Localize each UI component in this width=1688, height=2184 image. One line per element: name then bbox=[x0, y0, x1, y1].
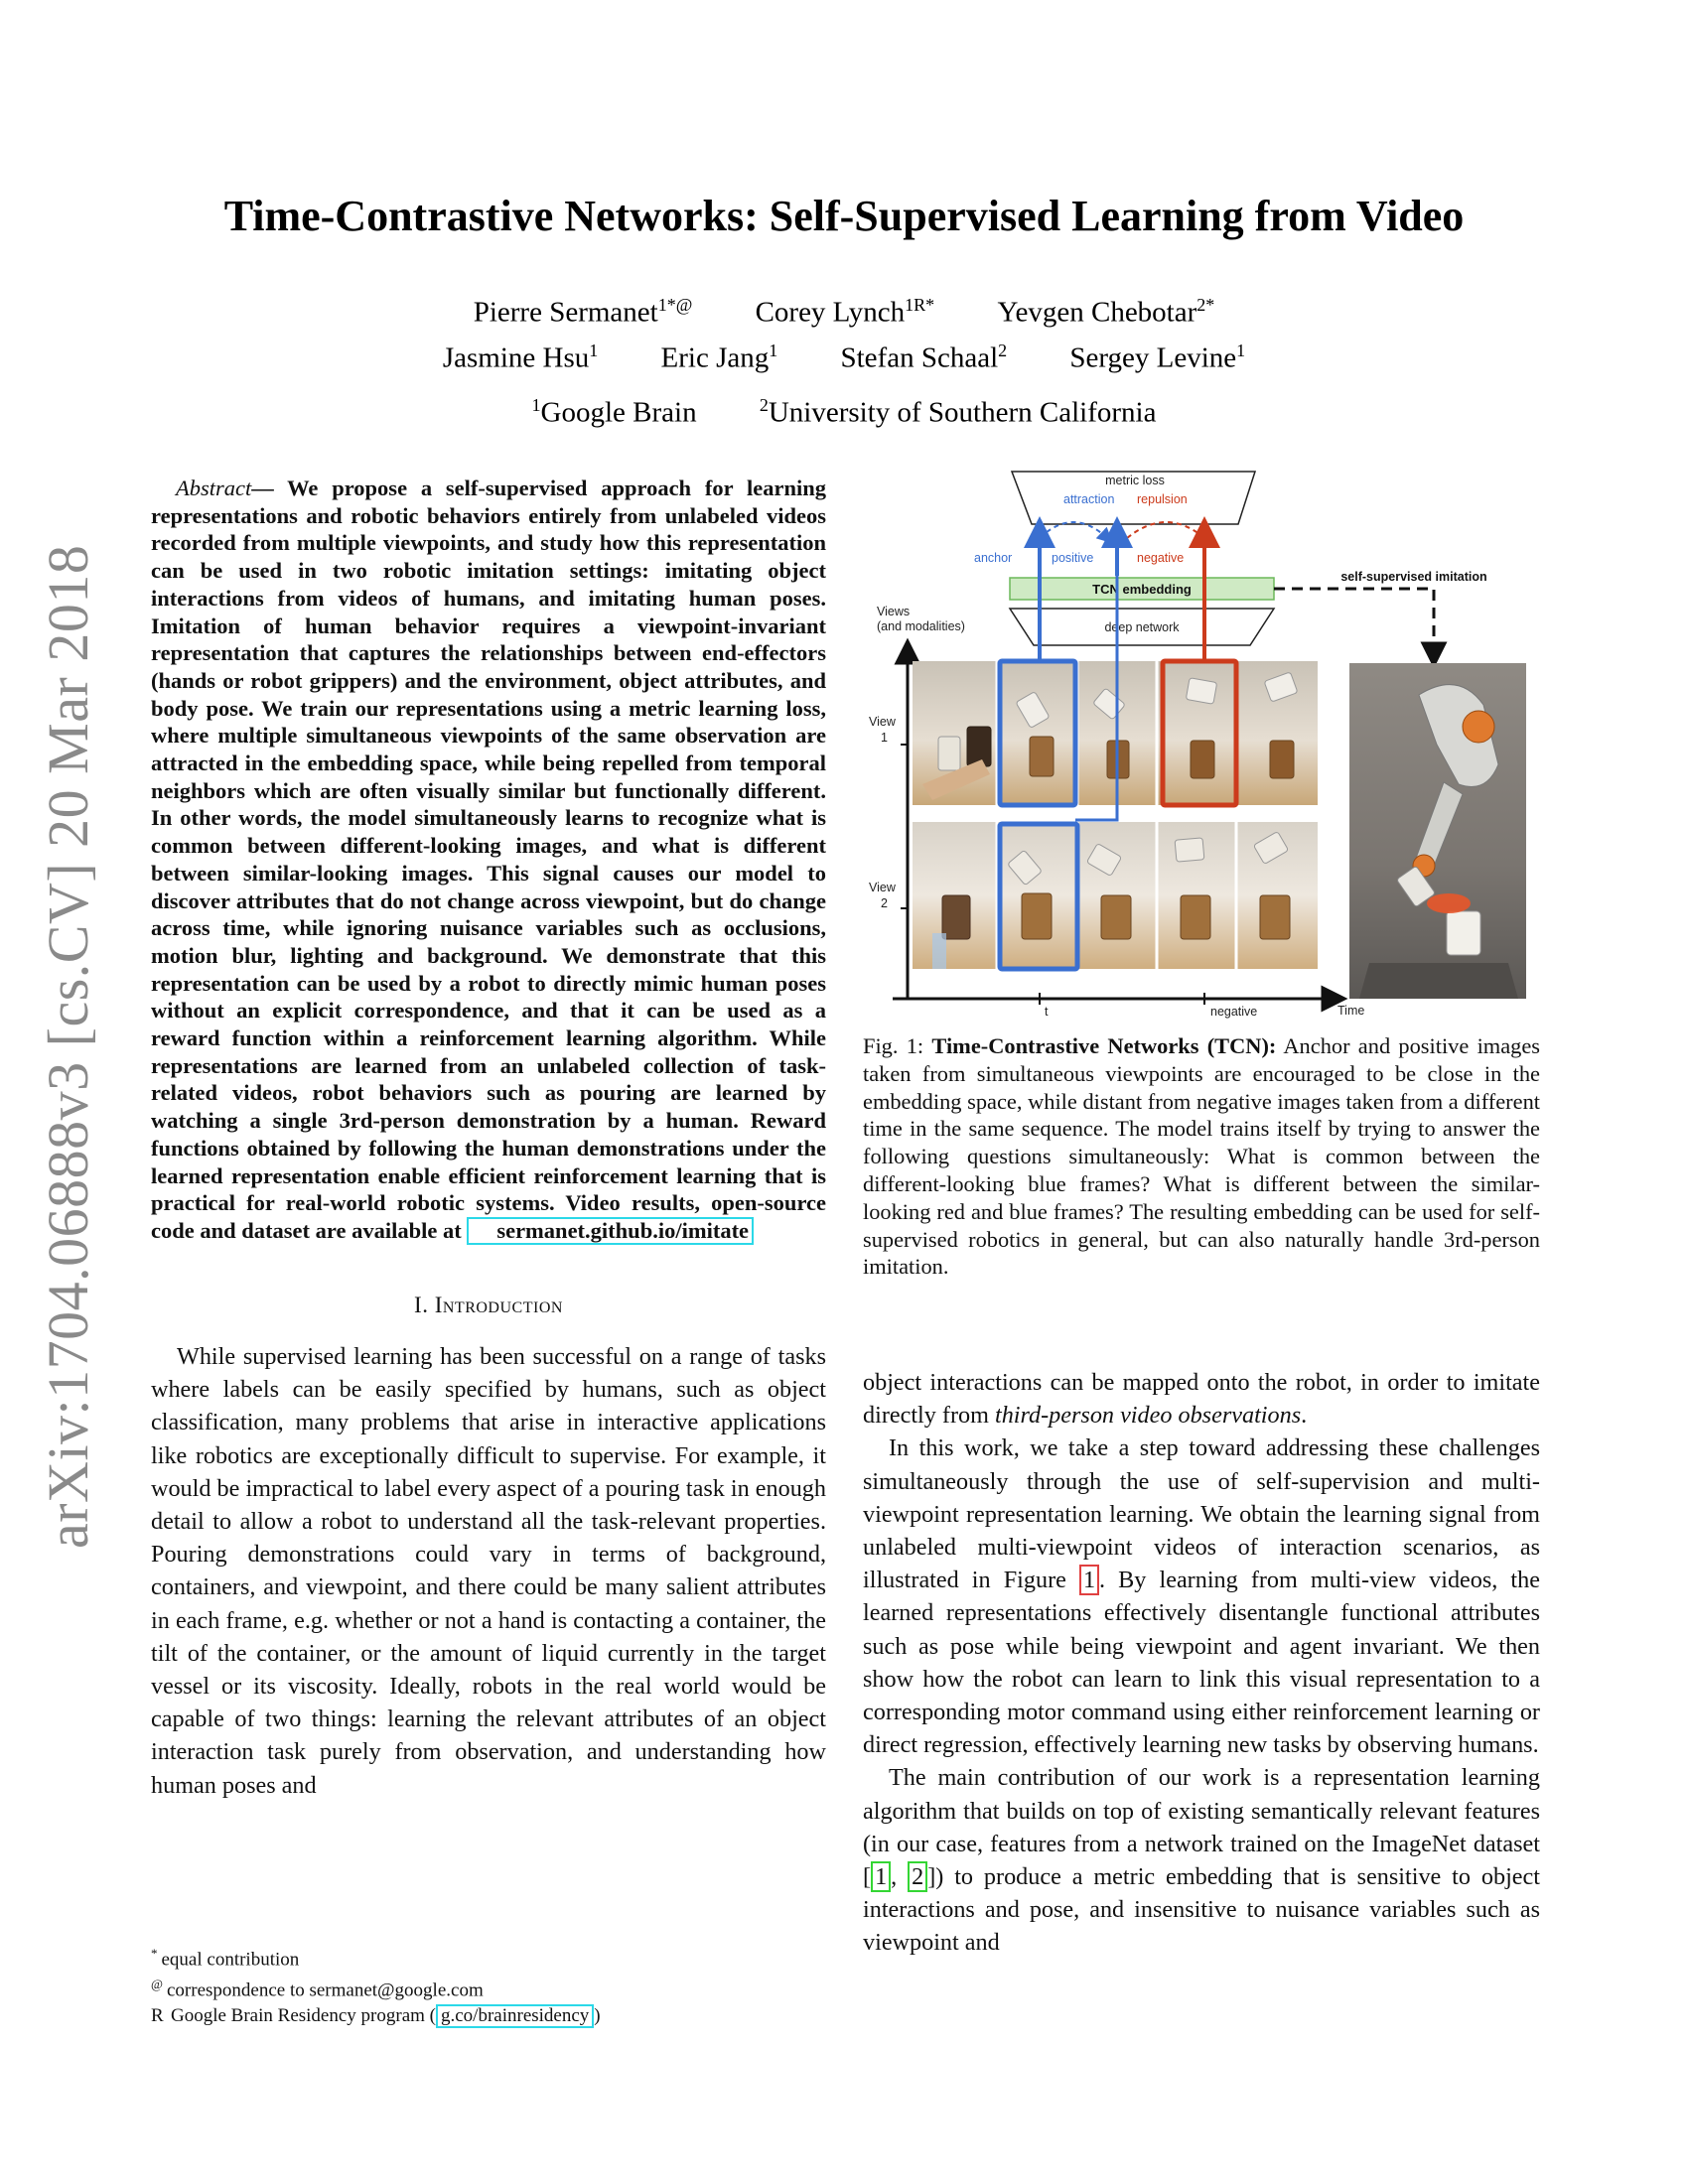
caption-prefix: Fig. 1: bbox=[863, 1033, 932, 1058]
deep-network-label: deep network bbox=[1104, 620, 1180, 634]
footnote-mark: @ bbox=[151, 1977, 163, 1992]
author bbox=[840, 332, 1007, 377]
cup-icon bbox=[1181, 895, 1210, 939]
author-affil-mark: 2* bbox=[1196, 295, 1215, 315]
view2-number: 2 bbox=[881, 896, 888, 910]
footnote-text: equal contribution bbox=[161, 1949, 300, 1971]
abstract-label: Abstract bbox=[176, 476, 252, 500]
figure-ref-link[interactable]: 1 bbox=[1079, 1565, 1099, 1595]
footnote-text: Google Brain Residency program ( bbox=[171, 2004, 436, 2026]
paragraph-text: . By learning from multi-view videos, the learned representations effectively disentangle functional attributes such as pose while being viewpoint and agent invariant. We then show how the robot can learn to link this visual representation to a corresponding motor command using either reinforcement learning or direct regression, effectively learning new tasks by observing humans. bbox=[863, 1567, 1540, 1759]
footnote-text-end: ) bbox=[594, 2004, 601, 2026]
robot-table bbox=[1359, 963, 1518, 999]
continuation-end: . bbox=[1301, 1402, 1308, 1430]
abstract bbox=[151, 475, 826, 1245]
affiliation bbox=[532, 386, 697, 432]
cup-icon bbox=[967, 727, 991, 766]
abstract-dash: — bbox=[251, 476, 288, 500]
footnotes bbox=[151, 1941, 846, 2028]
paragraph-text: In this work, we take a step toward addressing these challenges simultaneously through the use of self-supervision and multi-viewpoint representation learning. We obtain the learning signal from unlabeled multi-viewpoint videos of interaction scenarios, as illustrated in Figure bbox=[863, 1434, 1540, 1594]
author-affil-mark: 1 bbox=[1236, 340, 1246, 360]
intro-paragraph-2 bbox=[863, 1432, 1540, 1761]
cup-icon bbox=[1191, 741, 1214, 778]
figure-1 bbox=[863, 467, 1548, 1023]
author bbox=[1069, 332, 1245, 377]
author-row-1 bbox=[0, 286, 1688, 332]
repulsion-label: repulsion bbox=[1137, 492, 1188, 506]
robot-image bbox=[1349, 663, 1526, 999]
view2-label bbox=[869, 881, 897, 894]
continuation-text: object interactions can be mapped onto the robot, in order to imitate directly from bbox=[863, 1369, 1540, 1430]
project-link[interactable]: sermanet.github.io/imitate bbox=[467, 1217, 754, 1245]
author bbox=[443, 332, 598, 377]
self-supervised-imitation-label: self-supervised imitation bbox=[1340, 570, 1487, 584]
author-row-2 bbox=[0, 332, 1688, 377]
section-heading bbox=[151, 1293, 826, 1318]
footnote-mark: * bbox=[151, 1946, 158, 1961]
anchor-label: anchor bbox=[974, 551, 1013, 565]
attraction-label: attraction bbox=[1063, 492, 1115, 506]
bottle-shape bbox=[932, 933, 946, 969]
paper-title: Time-Contrastive Networks: Self-Supervised Learning from Video bbox=[223, 192, 1465, 240]
negative-tick-label: negative bbox=[1210, 1005, 1258, 1019]
figure-caption bbox=[863, 1032, 1540, 1281]
affil-name: University of Southern California bbox=[768, 396, 1157, 429]
cup-icon bbox=[1260, 895, 1290, 939]
views-label: Views bbox=[877, 605, 911, 618]
view1-frames bbox=[913, 661, 1318, 805]
author bbox=[474, 286, 693, 332]
footnote bbox=[151, 1972, 846, 2002]
negative-label: negative bbox=[1137, 551, 1185, 565]
view1-word: View bbox=[869, 715, 896, 729]
author bbox=[756, 286, 935, 332]
author-affil-mark: 1 bbox=[589, 340, 599, 360]
section-number: I. bbox=[414, 1292, 429, 1317]
view1-label bbox=[869, 715, 897, 729]
robot-joint bbox=[1463, 711, 1494, 743]
footnote-text: correspondence to sermanet@google.com bbox=[166, 1979, 484, 2001]
caption-title: Time-Contrastive Networks (TCN): bbox=[931, 1033, 1277, 1058]
intro-paragraph-3 bbox=[863, 1761, 1540, 1959]
footnote bbox=[151, 1941, 846, 1972]
caption-text: Anchor and positive images taken from simultaneous viewpoints are encouraged to be close in the embedding space, while distant from negative images taken from a different time in the same sequence. The model trains itself by trying to answer the following questions simultaneously: What is common between the different-looking blue frames? What is different between the similar-looking red and blue frames? The resulting embedding can be used for self-supervised robotics in general, but can also naturally handle 3rd-person imitation. bbox=[863, 1033, 1540, 1280]
author-name: Corey Lynch bbox=[755, 296, 906, 329]
cup-icon bbox=[1270, 741, 1294, 778]
metric-loss-label: metric loss bbox=[1105, 474, 1165, 487]
citation-link[interactable]: 1 bbox=[871, 1861, 891, 1892]
view2-frames bbox=[913, 822, 1318, 969]
target-cup bbox=[1447, 911, 1480, 955]
tcn-embedding-label: TCN embedding bbox=[1092, 582, 1192, 597]
left-column bbox=[151, 475, 826, 1802]
cup-icon bbox=[1175, 838, 1204, 862]
affil-mark: 2 bbox=[759, 395, 769, 416]
section-title: Introduction bbox=[434, 1292, 563, 1317]
author-name: Sergey Levine bbox=[1069, 341, 1237, 374]
intro-continuation bbox=[863, 1366, 1540, 1432]
view1-number: 1 bbox=[881, 731, 888, 745]
poured-contents bbox=[1427, 893, 1471, 913]
emphasis-text: third-person video observations bbox=[994, 1402, 1302, 1430]
cup-icon bbox=[1101, 895, 1131, 939]
author-affil-mark: 1 bbox=[769, 340, 778, 360]
paragraph-text: The main contribution of our work is a representation learning algorithm that builds on top of existing semantically relevant features (in our case, features from a network trained on the ImageNet dataset [ bbox=[863, 1764, 1540, 1891]
author-name: Yevgen Chebotar bbox=[997, 296, 1197, 329]
affil-mark: 1 bbox=[531, 395, 541, 416]
affiliations bbox=[0, 386, 1688, 432]
abstract-text: We propose a self-supervised approach for learning representations and robotic behaviors entirely from unlabeled videos recorded from multiple viewpoints, and study how this representation can be used in two robotic imitation settings: imitating object interactions from videos of humans, and imitating human poses. Imitation of human behavior requires a viewpoint-invariant representation that captures the relationships between end-effectors (hands or robot grippers) and the environment, object attributes, and body pose. We train our representations using a metric learning loss, where multiple simultaneous viewpoints of the same observation are attracted in the embedding space, while being repelled from temporal neighbors which are often visually similar but functionally different. In other words, the model simultaneously learns to recognize what is common between different-looking images, and what is different between similar-looking images. This signal causes our model to discover attributes that do not change across viewpoint, but do change across time, while ignoring nuisance variables such as occlusions, motion blur, lighting and background. We demonstrate that this representation can be used by a robot to directly mimic human poses without an explicit correspondence, and that it can be used as a reward function within a reinforcement learning algorithm. While representations are learned from an unlabeled collection of task-related videos, robot behaviors such as pouring are learned by watching a single 3rd-person demonstration by a human. Reward functions obtained by following the human demonstrations under the learned representation enable efficient reinforcement learning that is practical for real-world robotic systems. Video results, open-source code and dataset are available at bbox=[151, 476, 826, 1243]
paragraph-text: ]) to produce a metric embedding that is sensitive to object interactions and pose, and insensitive to nuisance variables such as viewpoint and bbox=[863, 1863, 1540, 1957]
citation-separator: , bbox=[891, 1863, 909, 1891]
footnote bbox=[151, 2003, 846, 2028]
author-name: Stefan Schaal bbox=[840, 341, 999, 374]
right-column bbox=[863, 1366, 1540, 1960]
author-block bbox=[0, 286, 1688, 432]
author-name: Pierre Sermanet bbox=[473, 296, 658, 329]
cup-icon bbox=[938, 737, 960, 770]
modalities-label: (and modalities) bbox=[877, 619, 965, 633]
author-name: Eric Jang bbox=[660, 341, 770, 374]
affiliation bbox=[760, 386, 1157, 432]
author-affil-mark: 1R* bbox=[905, 295, 935, 315]
author-name: Jasmine Hsu bbox=[442, 341, 590, 374]
cup-icon bbox=[1022, 893, 1052, 939]
arxiv-identifier: arXiv:1704.06888v3 [cs.CV] 20 Mar 2018 bbox=[36, 544, 100, 1549]
time-axis-label: Time bbox=[1337, 1004, 1365, 1018]
citation-link[interactable]: 2 bbox=[908, 1861, 927, 1892]
cup-icon bbox=[942, 895, 970, 939]
author bbox=[661, 332, 778, 377]
imitation-path bbox=[1274, 589, 1434, 655]
author-affil-mark: 2 bbox=[998, 340, 1008, 360]
t-tick-label: t bbox=[1045, 1005, 1049, 1019]
positive-label: positive bbox=[1052, 551, 1094, 565]
footnote-mark: R bbox=[151, 2004, 164, 2026]
author bbox=[997, 286, 1214, 332]
view2-word: View bbox=[869, 881, 896, 894]
affil-name: Google Brain bbox=[540, 396, 697, 429]
residency-link[interactable]: g.co/brainresidency bbox=[436, 2004, 594, 2028]
tcn-diagram bbox=[863, 467, 1548, 1023]
cup-icon bbox=[1186, 678, 1216, 705]
cup-icon bbox=[1030, 737, 1054, 776]
intro-paragraph: While supervised learning has been successful on a range of tasks where labels can be easily specified by humans, such as object classification, many problems that arise in interactive applications like robotics are exceptionally difficult to supervise. For example, it would be impractical to label every aspect of a pouring task in enough detail to allow a robot to understand all the task-relevant properties. Pouring demonstrations could vary in terms of background, containers, and viewpoint, and there could be many salient attributes in each frame, e.g. whether or not a hand is contacting a container, the tilt of the container, or the amount of liquid currently in the target vessel or its viscosity. Ideally, robots in the real world would be capable of two things: learning the relevant attributes of an object interaction task purely from observation, and understanding how human poses and bbox=[151, 1342, 826, 1799]
author-affil-mark: 1*@ bbox=[657, 295, 693, 315]
